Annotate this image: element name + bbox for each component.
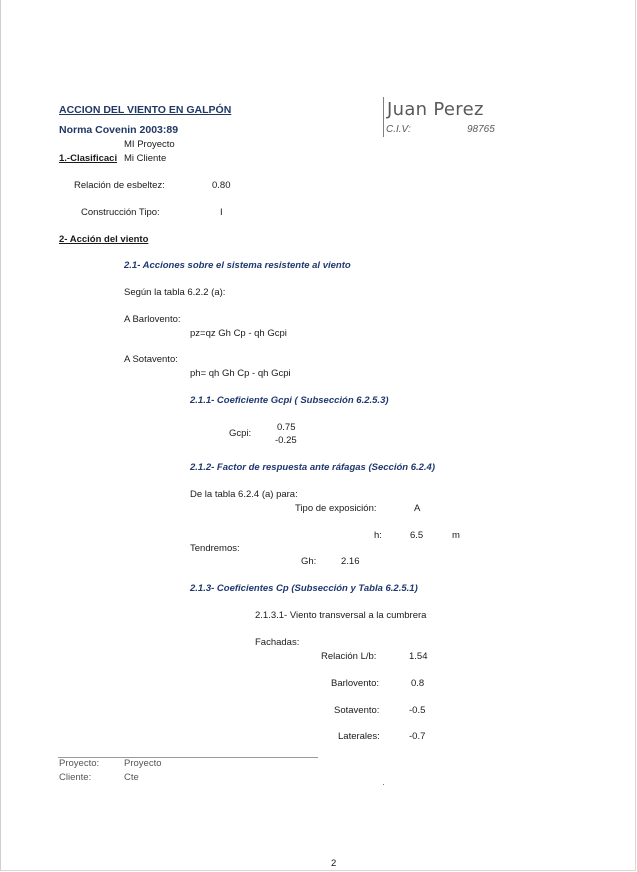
barlovento-cp-value: 0.8 (411, 678, 425, 689)
gcpi-negative: -0.25 (275, 435, 297, 446)
tabla-624: De la tabla 6.2.4 (a) para: (190, 489, 298, 500)
sotavento-label: A Sotavento: (124, 354, 178, 365)
exposicion-value: A (414, 503, 421, 514)
exposicion-label: Tipo de exposición: (295, 503, 377, 514)
h-label: h: (374, 530, 382, 541)
page-number: 2 (331, 858, 337, 869)
relacion-label: Relación L/b: (321, 651, 377, 662)
tipo-label: Construcción Tipo: (81, 207, 160, 218)
subsection-2-1-1: 2.1.1- Coeficiente Gcpi ( Subsección 6.2.5.3) (190, 395, 389, 406)
client-name: Mi Cliente (124, 153, 167, 164)
subsection-2-1: 2.1- Acciones sobre el sistema resistente al viento (124, 260, 351, 271)
gcpi-positive: 0.75 (277, 422, 296, 433)
relacion-value: 1.54 (409, 651, 428, 662)
barlovento-label: A Barlovento: (124, 314, 181, 325)
fachadas-label: Fachadas: (255, 637, 300, 648)
sotavento-formula: ph= qh Gh Cp - qh Gcpi (190, 368, 291, 379)
tabla-622: Según la tabla 6.2.2 (a): (124, 287, 226, 298)
section-2-heading: 2- Acción del viento (59, 234, 149, 245)
footer-proyecto-value: Proyecto (124, 758, 162, 769)
footer-cliente-value: Cte (124, 772, 139, 783)
esbeltez-label: Relación de esbeltez: (74, 180, 165, 191)
subsection-2-1-3-1: 2.1.3.1- Viento transversal a la cumbrera (255, 610, 427, 621)
footer-cliente-label: Cliente: (59, 772, 92, 783)
barlovento-cp-label: Barlovento: (331, 678, 380, 689)
tendremos-label: Tendremos: (190, 543, 240, 554)
subsection-2-1-2: 2.1.2- Factor de respuesta ante ráfagas (Sección 6.2.4) (190, 462, 435, 473)
document-title: ACCION DEL VIENTO EN GALPÓN (59, 104, 232, 116)
sotavento-cp-value: -0.5 (409, 705, 426, 716)
laterales-cp-value: -0.7 (409, 731, 426, 742)
civ-number: 98765 (467, 124, 495, 135)
tipo-value: I (220, 207, 223, 218)
footer-dot (383, 784, 384, 785)
sotavento-cp-label: Sotavento: (334, 705, 380, 716)
gh-value: 2.16 (341, 556, 360, 567)
project-name: MI Proyecto (124, 139, 175, 150)
norma-label: Norma Covenin 2003:89 (59, 124, 179, 136)
gcpi-label: Gcpi: (229, 428, 252, 439)
h-unit: m (452, 530, 460, 541)
footer-proyecto-label: Proyecto: (59, 758, 100, 769)
laterales-cp-label: Laterales: (338, 731, 380, 742)
esbeltez-value: 0.80 (212, 180, 231, 191)
gh-label: Gh: (301, 556, 317, 567)
h-value: 6.5 (410, 530, 424, 541)
author-name: Juan Perez (387, 99, 484, 120)
civ-label: C.I.V: (386, 124, 411, 135)
subsection-2-1-3: 2.1.3- Coeficientes Cp (Subsección y Tabla 6.2.5.1) (190, 583, 418, 594)
barlovento-formula: pz=qz Gh Cp - qh Gcpi (190, 328, 287, 339)
section-1-heading: 1.-Clasificaci (59, 153, 118, 164)
author-divider (383, 97, 384, 137)
